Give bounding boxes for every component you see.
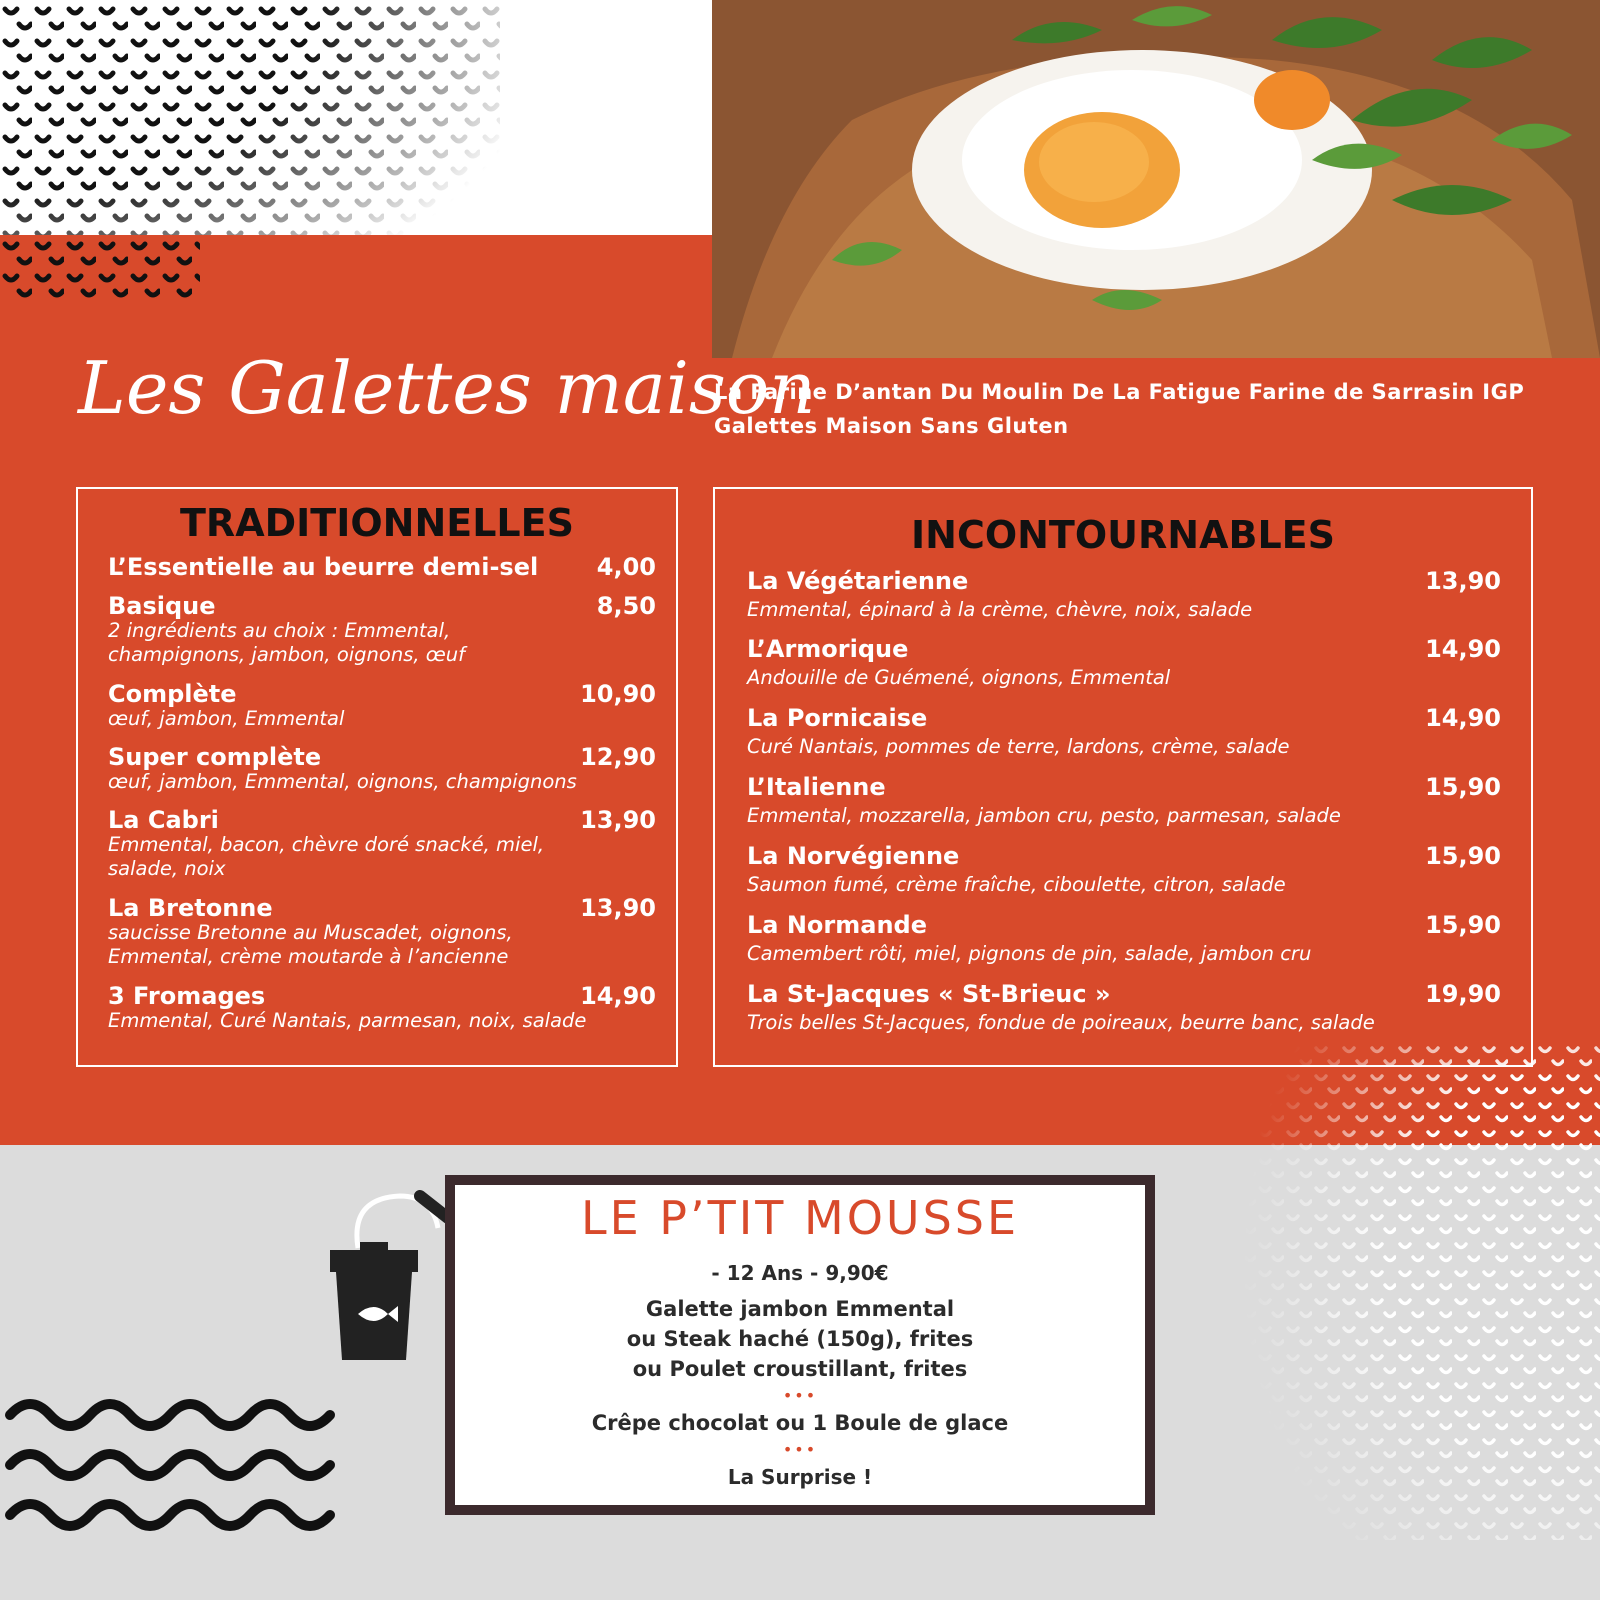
item-name: L’Italienne (747, 773, 886, 801)
item-desc: œuf, jambon, Emmental, oignons, champignons (108, 770, 577, 793)
item-name: La St-Jacques « St-Brieuc » (747, 980, 1111, 1008)
item-desc: Camembert rôti, miel, pignons de pin, salade, jambon cru (747, 942, 1312, 965)
traditionnelles-list (108, 553, 656, 1053)
subtitle-gluten-free: Galettes Maison Sans Gluten (714, 414, 1069, 438)
incontournables-list (747, 567, 1501, 1047)
item-price: 10,90 (580, 680, 656, 708)
kids-surprise: La Surprise ! (727, 1465, 873, 1489)
separator-dots: ••• (782, 1440, 818, 1459)
item-price: 15,90 (1425, 773, 1501, 801)
item-price: 19,90 (1425, 980, 1501, 1008)
item-desc: champignons, jambon, oignons, œuf (108, 643, 466, 666)
item-name: La Végétarienne (747, 567, 969, 595)
incontournables-box (713, 487, 1533, 1067)
item-desc: Trois belles St-Jacques, fondue de poireaux, beurre banc, salade (747, 1011, 1375, 1034)
wave-lines-decoration (0, 1385, 340, 1545)
item-name: Complète (108, 680, 237, 708)
kids-option-2: ou Steak haché (150g), frites (626, 1327, 974, 1351)
item-price: 15,90 (1425, 842, 1501, 870)
white-confetti-decoration (1200, 1040, 1600, 1540)
traditionnelles-title: TRADITIONNELLES (180, 501, 574, 545)
item-price: 13,90 (580, 894, 656, 922)
page-title: Les Galettes maison (78, 346, 816, 430)
item-price: 13,90 (580, 806, 656, 834)
item-desc: Curé Nantais, pommes de terre, lardons, crème, salade (747, 735, 1290, 758)
incontournables-title: INCONTOURNABLES (911, 513, 1335, 557)
item-desc: Saumon fumé, crème fraîche, ciboulette, citron, salade (747, 873, 1286, 896)
black-confetti-overlap (0, 235, 200, 305)
kids-age-price: - 12 Ans - 9,90€ (711, 1261, 889, 1285)
item-name: L’Armorique (747, 635, 909, 663)
item-desc: Emmental, Curé Nantais, parmesan, noix, salade (108, 1009, 587, 1032)
item-name: La Norvégienne (747, 842, 960, 870)
item-name: La Cabri (108, 806, 219, 834)
kids-option-1: Galette jambon Emmental (645, 1297, 955, 1321)
item-desc: Andouille de Guémené, oignons, Emmental (747, 666, 1171, 689)
item-price: 14,90 (580, 982, 656, 1010)
item-name: La Bretonne (108, 894, 273, 922)
item-price: 15,90 (1425, 911, 1501, 939)
traditionnelles-box (76, 487, 678, 1067)
item-desc: Emmental, crème moutarde à l’ancienne (108, 945, 509, 968)
item-name: La Pornicaise (747, 704, 928, 732)
item-desc: Emmental, mozzarella, jambon cru, pesto, parmesan, salade (747, 804, 1341, 827)
bucket-fish-icon (320, 1188, 460, 1388)
kids-option-3: ou Poulet croustillant, frites (632, 1357, 968, 1381)
kids-dessert: Crêpe chocolat ou 1 Boule de glace (591, 1411, 1009, 1435)
item-price: 8,50 (596, 592, 656, 620)
item-price: 14,90 (1425, 635, 1501, 663)
item-name: L’Essentielle au beurre demi-sel (108, 553, 539, 581)
galette-egg-photo (712, 0, 1600, 358)
kids-menu-title: LE P’TIT MOUSSE (580, 1191, 1020, 1245)
item-desc: Emmental, bacon, chèvre doré snacké, miel, (108, 833, 545, 856)
subtitle-flour: La Farine D’antan Du Moulin De La Fatigue Farine de Sarrasin IGP (714, 380, 1525, 404)
item-name: La Normande (747, 911, 927, 939)
item-desc: 2 ingrédients au choix : Emmental, (108, 619, 451, 642)
item-price: 12,90 (580, 743, 656, 771)
item-price: 14,90 (1425, 704, 1501, 732)
item-desc: saucisse Bretonne au Muscadet, oignons, (108, 921, 513, 944)
item-name: 3 Fromages (108, 982, 266, 1010)
separator-dots: ••• (782, 1386, 818, 1405)
item-name: Basique (108, 592, 216, 620)
item-price: 13,90 (1425, 567, 1501, 595)
page-title-graphic (78, 318, 816, 458)
item-name: Super complète (108, 743, 322, 771)
item-desc: Emmental, épinard à la crème, chèvre, noix, salade (747, 598, 1253, 621)
item-price: 4,00 (596, 553, 656, 581)
item-desc: œuf, jambon, Emmental (108, 707, 345, 730)
item-desc: salade, noix (108, 857, 226, 880)
kids-menu-box (445, 1175, 1155, 1515)
